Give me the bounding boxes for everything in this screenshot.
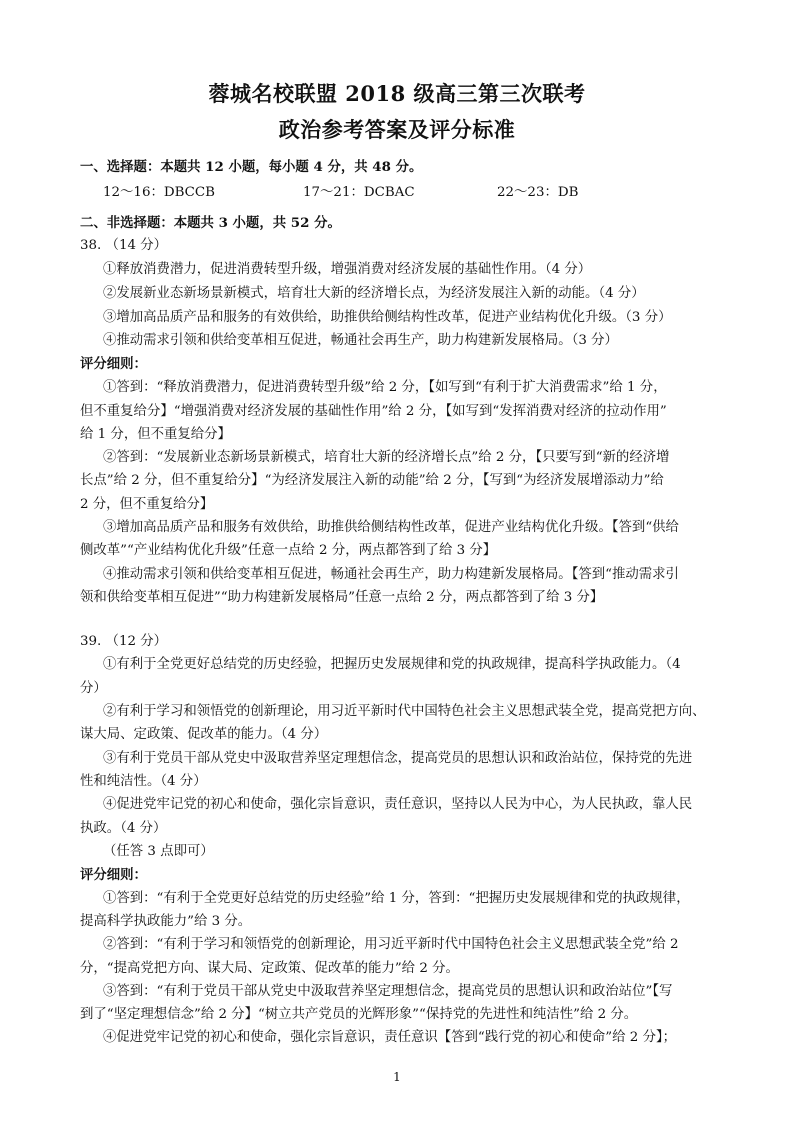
page-title: 蓉城名校联盟 2018 级高三第三次联考: [208, 81, 586, 106]
q38-rubric-line: ①答到：“释放消费潜力，促进消费转型升级”给 2 分，【如写到“有利于扩大消费需求”给 1 分，: [103, 380, 667, 395]
q39-point: ③有利于党员干部从党史中汲取营养坚定理想信念，提高党员的思想认识和政治站位，保持党的先进: [103, 751, 693, 766]
q39-note: （任答 3 点即可）: [103, 844, 214, 859]
q39-rubric-line: ③答到：“有利于党员干部从党史中汲取营养坚定理想信念，提高党员的思想认识和政治站位”【写: [103, 984, 673, 999]
q39-rubric-line: 提高科学执政能力”给 3 分。: [80, 914, 252, 929]
q39-rubric-line: 分，“提高党把方向、谋大局、定政策、促改革的能力”给 2 分。: [80, 961, 459, 976]
mc-answer-group: 22～23：DB: [497, 185, 579, 200]
q39-point: 执政。（4 分）: [80, 821, 167, 836]
section-1-heading: 一、选择题：本题共 12 小题，每小题 4 分，共 48 分。: [80, 159, 423, 175]
q38-rubric-line: 但不重复给分】“增强消费对经济发展的基础性作用”给 2 分，【如写到“发挥消费对经济的拉动作用”: [80, 404, 667, 419]
q39-point: 谋大局、定政策、促改革的能力。（4 分）: [80, 727, 328, 742]
q38-header: 38. （14 分）: [80, 238, 168, 253]
q38-point: ①释放消费潜力，促进消费转型升级，增强消费对经济发展的基础性作用。（4 分）: [103, 262, 592, 277]
q39-point: 分）: [80, 681, 107, 696]
q38-rubric-line: 给 1 分，但不重复给分】: [80, 427, 231, 442]
q38-rubric-line: ③增加高品质产品和服务有效供给，助推供给侧结构性改革，促进产业结构优化升级。【答到“供给: [103, 520, 679, 535]
q39-rubric-line: ②答到：“有利于学习和领悟党的创新理论，用习近平新时代中国特色社会主义思想武装全党”给 2: [103, 937, 679, 952]
q38-rubric-line: ④推动需求引领和供给变革相互促进，畅通社会再生产，助力构建新发展格局。【答到“推动需求引: [103, 567, 679, 582]
q38-rubric-line: 2 分，但不重复给分】: [80, 497, 214, 512]
page-subtitle: 政治参考答案及评分标准: [278, 117, 516, 142]
q39-point: 性和纯洁性。（4 分）: [80, 774, 207, 789]
q38-rubric-line: 领和供给变革相互促进”“助力构建新发展格局”任意一点给 2 分，两点都答到了给 3 分】: [80, 590, 604, 605]
mc-answer-group: 17～21：DCBAC: [303, 185, 415, 200]
q39-rubric-line: ④促进党牢记党的初心和使命，强化宗旨意识，责任意识【答到“践行党的初心和使命”给 2 分】；: [103, 1030, 677, 1045]
section-2-heading: 二、非选择题：本题共 3 小题，共 52 分。: [80, 215, 341, 231]
q39-header: 39. （12 分）: [80, 634, 168, 649]
q38-rubric-label: 评分细则：: [80, 356, 147, 372]
q39-rubric-label: 评分细则：: [80, 867, 147, 883]
q38-rubric-line: 长点”给 2 分，但不重复给分】“为经济发展注入新的动能”给 2 分，【写到“为经济发展增添动力”给: [80, 473, 664, 488]
q38-point: ②发展新业态新场景新模式，培育壮大新的经济增长点，为经济发展注入新的动能。（4 分）: [103, 286, 645, 301]
q39-point: ④促进党牢记党的初心和使命，强化宗旨意识，责任意识，坚持以人民为中心，为人民执政，靠人民: [103, 797, 693, 812]
q38-point: ③增加高品质产品和服务的有效供给，助推供给侧结构性改革，促进产业结构优化升级。（3 分）: [103, 310, 672, 325]
q39-rubric-line: ①答到：“有利于全党更好总结党的历史经验”给 1 分，答到：“把握历史发展规律和党的执政规律，: [103, 891, 690, 906]
q38-rubric-line: 侧改革”“产业结构优化升级”任意一点给 2 分，两点都答到了给 3 分】: [80, 543, 497, 558]
q39-point: ②有利于学习和领悟党的创新理论，用习近平新时代中国特色社会主义思想武装全党，提高党把方向、: [103, 704, 706, 719]
q38-rubric-line: ②答到：“发展新业态新场景新模式，培育壮大新的经济增长点”给 2 分，【只要写到“新的经济增: [103, 450, 670, 465]
q39-point: ①有利于全党更好总结党的历史经验，把握历史发展规律和党的执政规律，提高科学执政能力。（4: [103, 657, 681, 672]
mc-answer-group: 12～16：DBCCB: [103, 185, 216, 200]
q38-point: ④推动需求引领和供给变革相互促进，畅通社会再生产，助力构建新发展格局。（3 分）: [103, 333, 618, 348]
q39-rubric-line: 到了“坚定理想信念”给 2 分】“树立共产党员的光辉形象”“保持党的先进性和纯洁性”给 2 分。: [80, 1007, 638, 1022]
page-number: 1: [393, 1070, 401, 1084]
